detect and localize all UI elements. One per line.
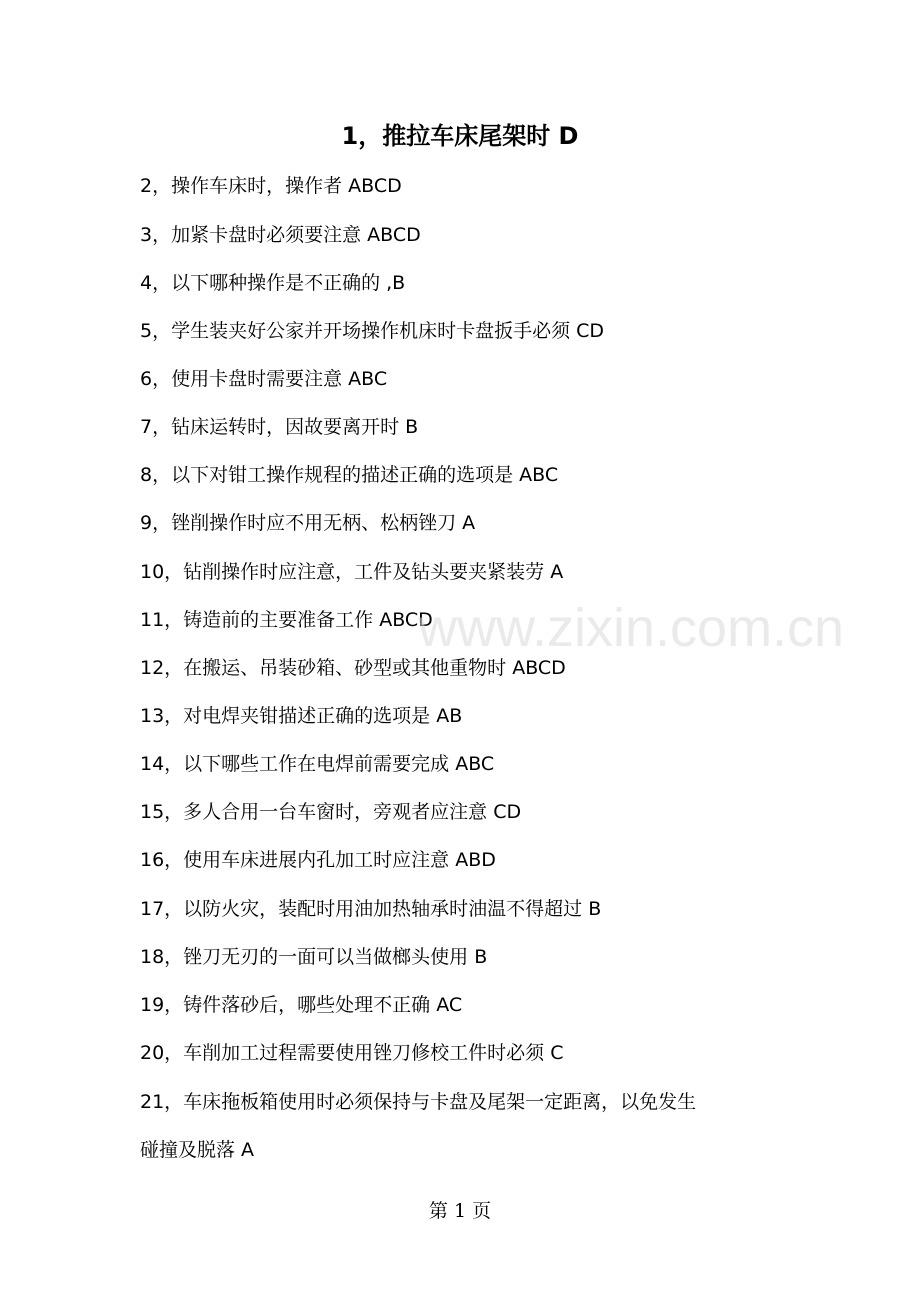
question-line: 3，加紧卡盘时必须要注意 ABCD — [140, 224, 421, 246]
question-line: 14，以下哪些工作在电焊前需要完成 ABC — [140, 753, 495, 775]
question-line: 12，在搬运、吊装砂箱、砂型或其他重物时 ABCD — [140, 657, 566, 679]
question-line: 21，车床拖板箱使用时必须保持与卡盘及尾架一定距离，以免发生 — [140, 1091, 697, 1113]
question-line: 20，车削加工过程需要使用锉刀修校工件时必须 C — [140, 1042, 564, 1064]
question-line: 11，铸造前的主要准备工作 ABCD — [140, 609, 433, 631]
question-line: 4，以下哪种操作是不正确的 ,B — [140, 272, 406, 294]
question-line: 2，操作车床时，操作者 ABCD — [140, 175, 402, 197]
question-line: 16，使用车床进展内孔加工时应注意 ABD — [140, 849, 496, 871]
question-line: 8，以下对钳工操作规程的描述正确的选项是 ABC — [140, 464, 559, 486]
question-line: 13，对电焊夹钳描述正确的选项是 AB — [140, 705, 463, 727]
question-line: 10，钻削操作时应注意，工件及钻头要夹紧装劳 A — [140, 561, 564, 583]
question-line: 6，使用卡盘时需要注意 ABC — [140, 368, 388, 390]
watermark: www.zixin.com.cn — [418, 598, 845, 658]
question-line: 19，铸件落砂后，哪些处理不正确 AC — [140, 994, 463, 1016]
question-line-continuation: 碰撞及脱落 A — [140, 1139, 255, 1161]
question-line: 15，多人合用一台车窗时，旁观者应注意 CD — [140, 801, 522, 823]
question-line: 17，以防火灾，装配时用油加热轴承时油温不得超过 B — [140, 898, 602, 920]
question-line: 18，锉刀无刃的一面可以当做榔头使用 B — [140, 946, 488, 968]
question-line: 9，锉削操作时应不用无柄、松柄锉刀 A — [140, 512, 476, 534]
page-number: 第 1 页 — [428, 1200, 492, 1222]
question-line: 5，学生装夹好公家并开场操作机床时卡盘扳手必须 CD — [140, 320, 605, 342]
document-title: 1，推拉车床尾架时 D — [341, 122, 579, 150]
question-line: 7，钻床运转时，因故要离开时 B — [140, 416, 419, 438]
